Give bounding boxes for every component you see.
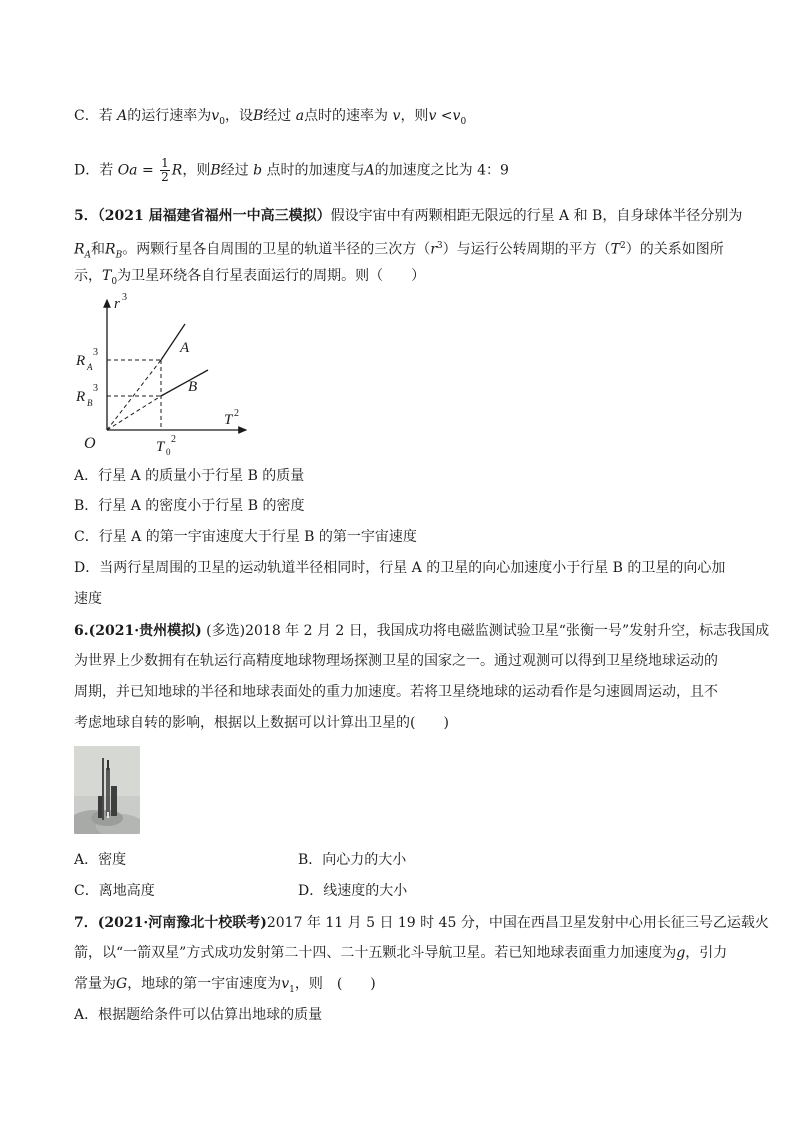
q6-source: (2021·贵州模拟) <box>88 623 202 639</box>
option-c-prev: C．若 A的运行速率为$v_0$，设B经过 a点时的速率为 v，则$v <v_0$ <box>74 108 467 127</box>
x-axis-label <box>224 408 239 428</box>
q6-option-d: D．线速度的大小 <box>298 883 408 899</box>
svg-text:2: 2 <box>171 434 176 445</box>
svg-text:0: 0 <box>166 447 171 457</box>
y-axis-label <box>114 292 127 312</box>
q7-line-1: 7．(2021·河南豫北十校联考)2017 年 11 月 5 日 19 时 45 分，中国在西昌卫星发射中心用长征三号乙运载火 <box>74 915 769 931</box>
r3-t2-graph <box>74 288 264 458</box>
q5-option-a: A．行星 A 的质量小于行星 B 的质量 <box>74 468 305 484</box>
q7-line-3: 常量为G，地球的第一宇宙速度为$v_1$，则 ( ) <box>74 976 376 995</box>
q5-option-d-cont: 速度 <box>74 591 102 607</box>
svg-text:R: R <box>76 389 86 405</box>
svg-text:3: 3 <box>93 347 98 358</box>
t0-label <box>156 434 176 457</box>
q6-line-2: 为世界上少数拥有在轨运行高精度地球物理场探测卫星的国家之一。通过观测可以得到卫星绕地球运动的 <box>74 653 718 669</box>
svg-text:r: r <box>114 296 120 312</box>
q7-line-2: 箭，以“一箭双星”方式成功发射第二十四、二十五颗北斗导航卫星。若已知地球表面重力加速度为g，引力 <box>74 945 728 961</box>
origin-to-b-dashed <box>107 396 161 430</box>
fraction-half: $\frac{1}{2}$ <box>161 156 169 184</box>
line-b <box>161 370 208 396</box>
origin-to-a-dashed <box>107 360 161 430</box>
q5-option-b: B．行星 A 的密度小于行星 B 的密度 <box>74 498 305 514</box>
svg-text:3: 3 <box>122 292 127 303</box>
q6-line-1: 6.(2021·贵州模拟) (多选)2018 年 2 月 2 日，我国成功将电磁监测试验卫星“张衡一号”发射升空，标志我国成 <box>74 623 770 639</box>
q5-option-c: C．行星 A 的第一宇宙速度大于行星 B 的第一宇宙速度 <box>74 529 417 545</box>
svg-text:T: T <box>156 439 165 455</box>
label-a: A <box>180 340 190 356</box>
svg-text:2: 2 <box>234 408 239 419</box>
origin-label: O <box>84 435 96 452</box>
svg-text:A: A <box>87 362 93 372</box>
q5-line-3: 示，$T_0$为卫星环绕各自行星表面运行的周期。则（ ） <box>74 268 426 287</box>
ra-label <box>75 347 98 372</box>
q6-line-4: 考虑地球自转的影响，根据以上数据可以计算出卫星的( ) <box>74 715 449 731</box>
svg-text:R: R <box>76 353 86 369</box>
q6-line-3: 周期，并已知地球的半径和地球表面处的重力加速度。若将卫星绕地球的运动看作是匀速圆周运动，且不 <box>74 684 718 700</box>
q5-option-d: D．当两行星周围的卫星的运动轨道半径相同时，行星 A 的卫星的向心加速度小于行星 B 的卫星的向心加 <box>74 560 726 576</box>
q6-option-a: A．密度 <box>74 852 127 868</box>
q5-line-2: $R_A$和$R_B$。两颗行星各自周围的卫星的轨道半径的三次方$(r^3)$与运行公转周期的平方$(T^2)$的关系如图所 <box>74 241 724 261</box>
svg-text:T: T <box>224 412 233 428</box>
q7-option-a: A．根据题给条件可以估算出地球的质量 <box>74 1007 323 1023</box>
rocket-launch-photo <box>74 746 140 834</box>
option-d-prev: D．若 Oa = $\frac{1}{2}$ R，则B经过 b 点时的加速度与A的加速度之比为 4：9 <box>74 156 509 184</box>
q5-line-1: 5．（2021 届福建省福州一中高三模拟）假设宇宙中有两颗相距无限远的行星 A 和 B，自身球体半径分别为 <box>74 208 743 224</box>
q6-option-b: B．向心力的大小 <box>298 852 407 868</box>
q7-source: (2021·河南豫北十校联考) <box>97 915 267 931</box>
label-b: B <box>188 379 198 395</box>
svg-text:B: B <box>87 398 93 408</box>
svg-text:3: 3 <box>93 383 98 394</box>
q6-option-c: C．离地高度 <box>74 883 155 899</box>
q5-source: （2021 届福建省福州一中高三模拟） <box>97 208 331 224</box>
rb-label <box>75 383 98 408</box>
